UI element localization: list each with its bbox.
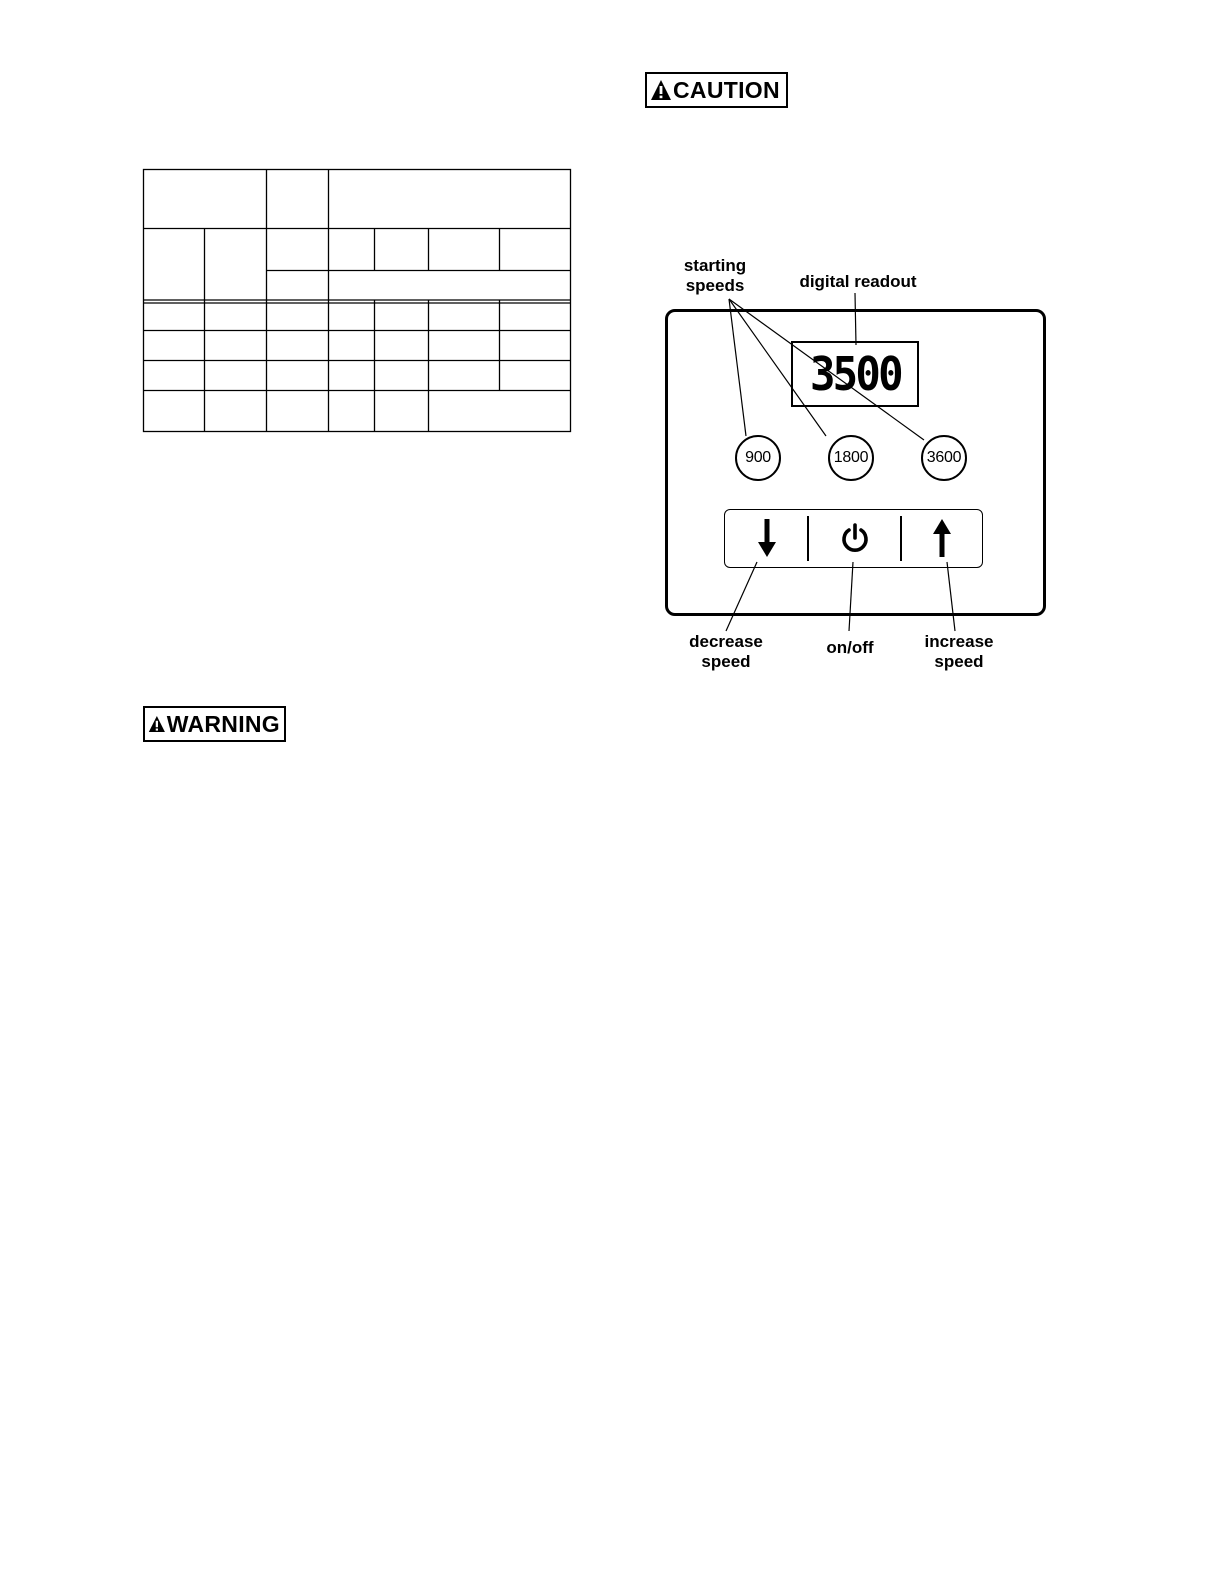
increase-line1: increase: [924, 632, 994, 651]
digital-readout-callout: digital readout: [799, 272, 917, 291]
arrow-down-icon: [756, 518, 778, 558]
caution-text: CAUTION: [673, 76, 780, 103]
keypad: [724, 509, 983, 568]
warning-text: WARNING: [166, 710, 280, 737]
starting-speeds-line2: speeds: [685, 276, 745, 295]
starting-speeds-line1: starting: [683, 256, 747, 275]
decrease-line2: speed: [701, 652, 751, 671]
readout-value: 3500: [809, 347, 901, 401]
decrease-speed-button[interactable]: [725, 510, 808, 566]
warning-triangle-icon: [148, 713, 166, 735]
decrease-speed-callout: [680, 632, 772, 672]
speed-button-3600[interactable]: 3600: [921, 435, 967, 481]
increase-speed-button[interactable]: [902, 510, 982, 566]
speed-button-1800[interactable]: 1800: [828, 435, 874, 481]
power-button[interactable]: [809, 510, 901, 566]
speed-button-900[interactable]: 900: [735, 435, 781, 481]
on-off-callout: on/off: [826, 638, 874, 657]
increase-line2: speed: [934, 652, 984, 671]
starting-speeds-callout: [675, 256, 755, 296]
arrow-up-icon: [931, 518, 953, 558]
warning-label: [143, 706, 286, 742]
power-icon: [839, 522, 871, 554]
decrease-line1: decrease: [689, 632, 763, 651]
digital-readout: [791, 341, 919, 407]
increase-speed-callout: [913, 632, 1005, 672]
